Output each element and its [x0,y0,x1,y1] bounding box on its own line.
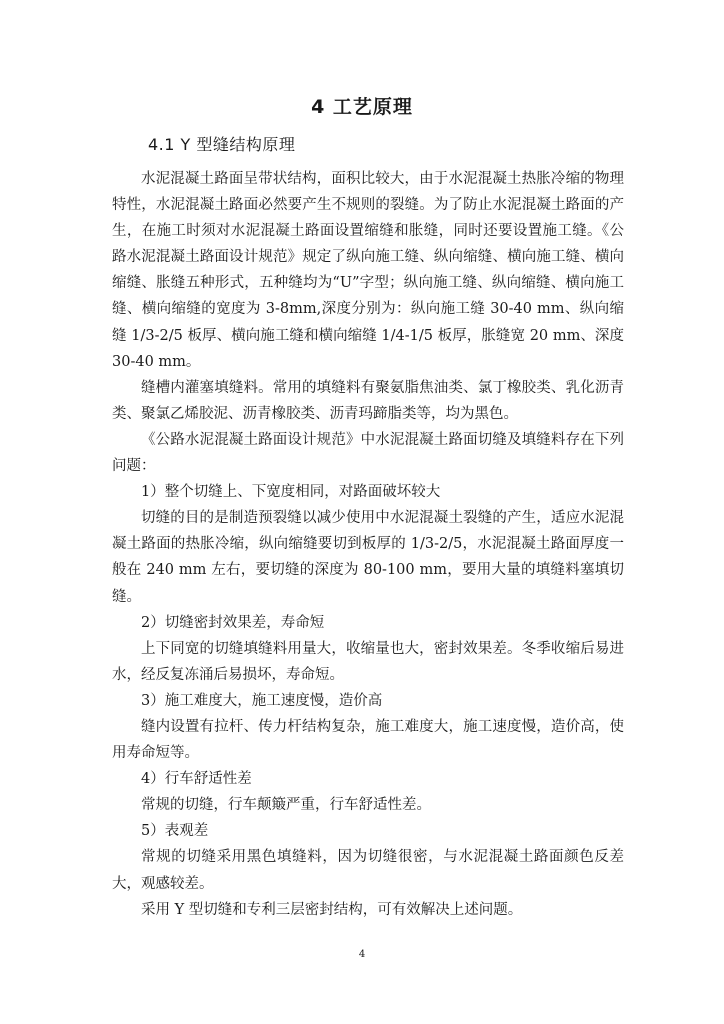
problem-text-5: 常规的切缝采用黑色填缝料，因为切缝很密，与水泥混凝土路面颜色反差大，观感较差。 [112,849,624,892]
paragraph-filler: 缝槽内灌塞填缝料。常用的填缝料有聚氨脂焦油类、氯丁橡胶类、乳化沥青类、聚氯乙烯胶泥、沥青橡胶类、沥青玛蹄脂类等，均为黑色。 [112,379,624,422]
problem-text-4: 常规的切缝，行车颠簸严重，行车舒适性差。 [141,797,431,814]
problem-text-1: 切缝的目的是制造预裂缝以减少使用中水泥混凝土裂缝的产生，适应水泥混凝土路面的热胀冷缩，纵向缩缝要切到板厚的 1/3-2/5，水泥混凝土路面厚度一般在 240 mm 左右，要切缝的深度为 80-100 mm，要用大量的填缝料塞填切缝。 [112,510,624,605]
paragraph-intro: 水泥混凝土路面呈带状结构，面积比较大，由于水泥混凝土热胀冷缩的物理特性，水泥混凝土路面必然要产生不规则的裂缝。为了防止水泥混凝土路面的产生，在施工时须对水泥混凝土路面设置缩缝和胀缝，同时还要设置施工缝。《公路水泥混凝土路面设计规范》规定了纵向施工缝、纵向缩缝、横向施工缝、横向缩缝、胀缝五种形式，五种缝均为“U”字型；纵向施工缝、纵向缩缝、横向施工缝、横向缩缝的宽度为 3-8mm,深度分别为：纵向施工缝 30-40 mm、纵向缩缝 1/3-2/5 板厚、横向施工缝和横向缩缝 1/4-1/5 板厚，胀缝宽 20 mm、深度 30-40 mm。 [112,171,624,370]
problem-heading-3: 3）施工难度大，施工速度慢，造价高 [141,692,383,709]
problem-text-2: 上下同宽的切缝填缝料用量大，收缩量也大，密封效果差。冬季收缩后易进水，经反复冻涌后易损坏，寿命短。 [112,640,624,683]
body-text [112,166,624,923]
problem-heading-2: 2）切缝密封效果差，寿命短 [141,614,325,631]
problem-heading-4: 4）行车舒适性差 [141,771,252,788]
subsection-title: 4.1 Y 型缝结构原理 [148,135,296,154]
page-number: 4 [358,949,366,960]
section-title: 4 工艺原理 [311,96,413,118]
paragraph-conclusion: 采用 Y 型切缝和专利三层密封结构，可有效解决上述问题。 [141,901,523,918]
problem-heading-5: 5）表观差 [141,823,209,840]
problem-heading-1: 1）整个切缝上、下宽度相同，对路面破坏较大 [141,484,441,501]
problem-text-3: 缝内设置有拉杆、传力杆结构复杂，施工难度大，施工速度慢，造价高，使用寿命短等。 [112,718,624,762]
paragraph-problems-lead: 《公路水泥混凝土路面设计规范》中水泥混凝土路面切缝及填缝料存在下列问题： [112,431,624,475]
